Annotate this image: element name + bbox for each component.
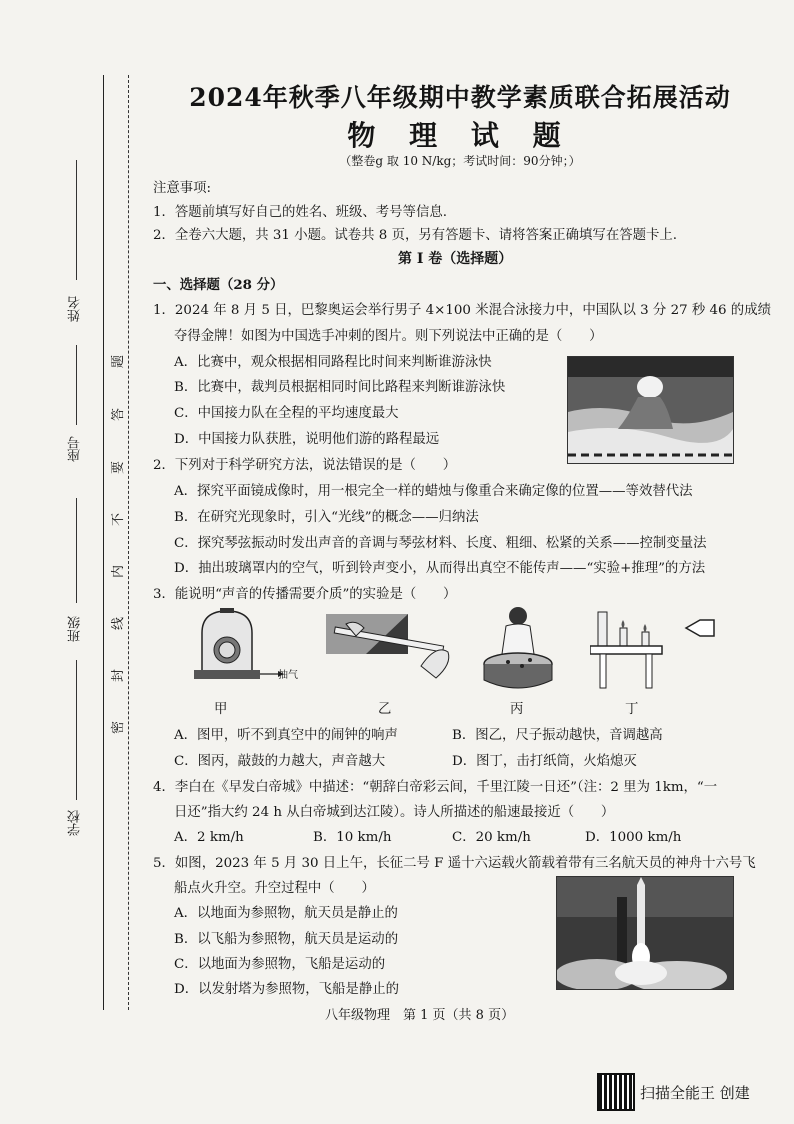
q1-option: C．中国接力队在全程的平均速度最大 xyxy=(174,406,399,421)
name-label: 姓名 xyxy=(68,296,83,322)
seal-char: 题 xyxy=(111,354,127,369)
notice-heading: 注意事项: xyxy=(153,181,212,196)
volume-title: 第 Ⅰ 卷（选择题） xyxy=(398,251,513,267)
q1-stem: 1．2024 年 8 月 5 日，巴黎奥运会举行男子 4×100 米混合泳接力中，中国队以 3 分 27 秒 46 的成绩 xyxy=(153,303,771,318)
seal-char: 答 xyxy=(111,407,127,422)
class-field[interactable] xyxy=(76,498,77,603)
pump-label: 抽气 xyxy=(278,670,298,681)
q4-option: C．20 km/h xyxy=(452,830,531,845)
q4-option: A．2 km/h xyxy=(174,830,244,845)
seat-field[interactable] xyxy=(76,345,77,425)
q3-option: C．图丙，敲鼓的力越大，声音越大 xyxy=(174,754,386,769)
q1-option: A．比赛中，观众根据相同路程比时间来判断谁游泳快 xyxy=(174,355,492,370)
q5-stem: 5．如图，2023 年 5 月 30 日上午，长征二号 F 遥十六运载火箭载着带有三名航天员的神舟十六号飞 xyxy=(153,856,756,871)
exam-title: 2024年秋季八年级期中教学素质联合拓展活动 xyxy=(189,83,731,112)
q3-stem: 3．能说明“声音的传播需要介质”的实验是（ ） xyxy=(153,587,457,602)
seat-label: 座号 xyxy=(68,436,83,462)
figure-label: 甲 xyxy=(214,702,228,717)
q5-option: A．以地面为参照物，航天员是静止的 xyxy=(174,906,398,921)
school-field[interactable] xyxy=(76,660,77,800)
ruler-figure xyxy=(326,614,456,682)
q4-stem: 日还”指大约 24 h 从白帝城到达江陵）。诗人所描述的船速最接近（ ） xyxy=(174,805,615,820)
scanner-watermark: 扫描全能王 创建 xyxy=(640,1084,750,1102)
notice-item: 2．全卷六大题，共 31 小题。试卷共 8 页，另有答题卡、请将答案正确填写在答题卡上. xyxy=(153,228,678,243)
rocket-launch-photo xyxy=(556,876,734,990)
drum-figure xyxy=(478,604,558,692)
qr-code-icon xyxy=(597,1073,635,1111)
q1-stem: 夺得金牌！如图为中国选手冲刺的图片。则下列说法中正确的是（ ） xyxy=(174,329,603,344)
margin-line-inner xyxy=(128,75,129,1010)
q2-option: B．在研究光现象时，引入“光线”的概念——归纳法 xyxy=(174,510,479,525)
section-title: 一、选择题（28 分） xyxy=(153,277,284,293)
q3-option: B．图乙，尺子振动越快，音调越高 xyxy=(452,728,663,743)
exam-note: （整卷g 取 10 N/kg；考试时间：90分钟；） xyxy=(339,154,581,168)
q4-option: B．10 km/h xyxy=(313,830,392,845)
q5-option: D．以发射塔为参照物，飞船是静止的 xyxy=(174,982,399,997)
q5-option: C．以地面为参照物，飞船是运动的 xyxy=(174,957,386,972)
page-footer: 八年级物理 第 1 页（共 8 页） xyxy=(325,1008,515,1023)
figure-label: 丙 xyxy=(510,702,524,717)
q5-option: B．以飞船为参照物，航天员是运动的 xyxy=(174,932,399,947)
q4-stem: 4．李白在《早发白帝城》中描述：“朝辞白帝彩云间，千里江陵一日还”（注：2 里为 1km，“一 xyxy=(153,780,718,795)
notice-item: 1．答题前填写好自己的姓名、班级、考号等信息. xyxy=(153,205,447,220)
seal-char: 密 xyxy=(111,720,127,735)
seal-char: 要 xyxy=(111,460,127,475)
q3-option: D．图丁，击打纸筒，火焰熄灭 xyxy=(452,754,637,769)
name-field[interactable] xyxy=(76,160,77,280)
subject-title: 物 理 试 题 xyxy=(347,119,573,152)
school-label: 学校 xyxy=(68,810,83,836)
seal-char: 封 xyxy=(111,668,127,683)
q1-option: D．中国接力队获胜，说明他们游的路程最远 xyxy=(174,432,440,447)
seal-char: 内 xyxy=(111,564,127,579)
q2-stem: 2．下列对于科学研究方法，说法错误的是（ ） xyxy=(153,458,457,473)
q2-option: D．抽出玻璃罩内的空气，听到铃声变小，从而得出真空不能传声——“实验+推理”的方法 xyxy=(174,561,706,576)
bell-jar-figure xyxy=(190,608,290,683)
q2-option: A．探究平面镜成像时，用一根完全一样的蜡烛与像重合来确定像的位置——等效替代法 xyxy=(174,484,693,499)
class-label: 班级 xyxy=(68,616,83,642)
margin-line-outer xyxy=(103,75,104,1010)
swimmer-photo xyxy=(567,356,734,464)
seal-char: 不 xyxy=(111,512,127,527)
seal-char: 线 xyxy=(111,616,127,631)
q3-option: A．图甲，听不到真空中的闹钟的响声 xyxy=(174,728,398,743)
q5-stem: 船点火升空。升空过程中（ ） xyxy=(174,881,375,896)
q4-option: D．1000 km/h xyxy=(585,830,682,845)
figure-label: 乙 xyxy=(378,702,392,717)
q1-option: B．比赛中，裁判员根据相同时间比路程来判断谁游泳快 xyxy=(174,380,506,395)
candle-figure xyxy=(590,606,716,690)
figure-label: 丁 xyxy=(625,702,639,717)
q2-option: C．探究琴弦振动时发出声音的音调与琴弦材料、长度、粗细、松紧的关系——控制变量法 xyxy=(174,536,707,551)
